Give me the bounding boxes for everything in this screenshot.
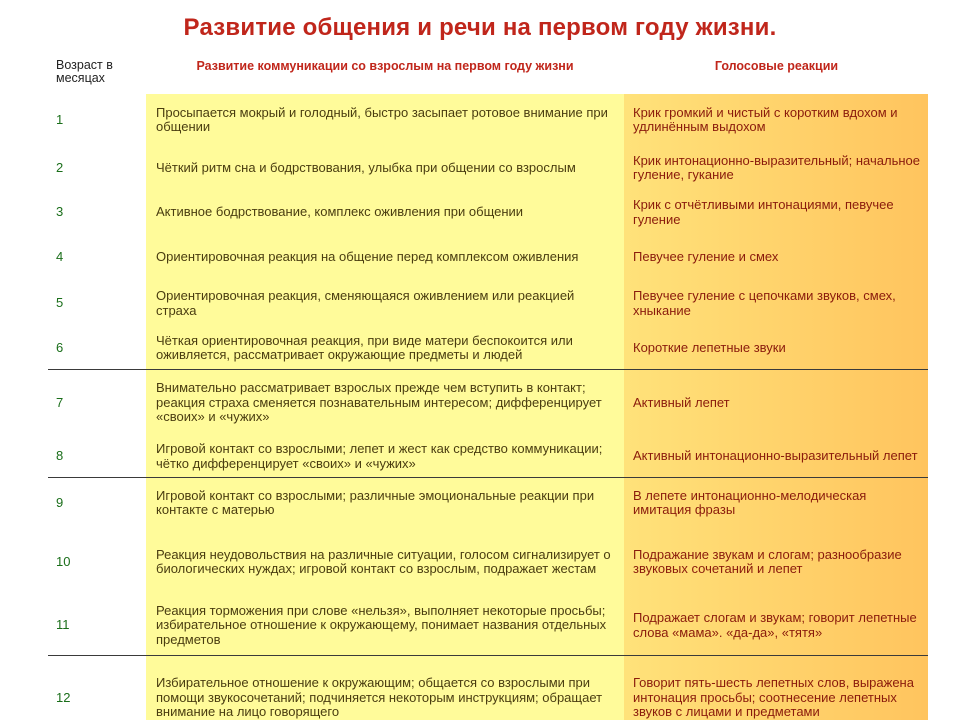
table-row [48,528,928,596]
voice-cell: Подражает слогам и звукам; говорит лепетные слова «мама». «да-да», «тятя» [624,596,928,655]
voice-cell: Певучее гуление и смех [624,235,928,280]
communication-cell: Активное бодрствование, комплекс оживления при общении [146,190,624,235]
age-cell: 12 [48,656,146,720]
header-age: Возраст в месяцах [48,50,146,94]
table-row [48,235,928,280]
voice-cell: Активный интонационно-выразительный лепет [624,436,928,477]
age-cell: 5 [48,280,146,327]
communication-cell: Игровой контакт со взрослыми; лепет и жест как средство коммуникации; чётко дифференцирует «своих» и «чужих» [146,436,624,477]
table-row [48,146,928,190]
age-cell: 1 [48,94,146,146]
voice-cell: Крик с отчётливыми интонациями, певучее гуление [624,190,928,235]
table-row [48,190,928,235]
voice-cell: Активный лепет [624,370,928,436]
communication-cell: Реакция торможения при слове «нельзя», выполняет некоторые просьбы; избирательное отношение к окружающему, понимает названия отдельных предметов [146,596,624,655]
age-cell: 6 [48,327,146,369]
row-divider [48,369,928,370]
age-cell: 2 [48,146,146,190]
voice-cell: Крик громкий и чистый с коротким вдохом и удлинённым выдохом [624,94,928,146]
communication-cell: Чёткий ритм сна и бодрствования, улыбка при общении со взрослым [146,146,624,190]
age-cell: 3 [48,190,146,235]
table-row [48,327,928,369]
communication-cell: Просыпается мокрый и голодный, быстро засыпает ротовое внимание при общении [146,94,624,146]
voice-cell: Короткие лепетные звуки [624,327,928,369]
age-cell: 8 [48,436,146,477]
voice-cell: В лепете интонационно-мелодическая имитация фразы [624,478,928,528]
communication-cell: Избирательное отношение к окружающим; общается со взрослыми при помощи звукосочетаний; подчиняется некоторым инструкциям; обращает внимание на лицо говорящего [146,656,624,720]
table-row [48,280,928,327]
voice-cell: Подражание звукам и слогам; разнообразие звуковых сочетаний и лепет [624,528,928,596]
table-row [48,596,928,655]
page-title: Развитие общения и речи на первом году жизни. [183,14,777,41]
communication-cell: Внимательно рассматривает взрослых прежде чем вступить в контакт; реакция страха сменяется познавательным интересом; дифференцирует «своих» и «чужих» [146,370,624,436]
voice-cell: Певучее гуление с цепочками звуков, смех, хныкание [624,280,928,327]
row-divider [48,655,928,656]
table-row [48,656,928,720]
voice-cell: Крик интонационно-выразительный; начальное гуление, гукание [624,146,928,190]
header-communication: Развитие коммуникации со взрослым на первом году жизни [146,50,624,94]
table-row [48,370,928,436]
table-row [48,436,928,477]
development-table [48,50,928,720]
age-cell: 7 [48,370,146,436]
age-cell: 10 [48,528,146,596]
age-cell: 4 [48,235,146,280]
table-row [48,94,928,146]
communication-cell: Игровой контакт со взрослыми; различные эмоциональные реакции при контакте с матерью [146,478,624,528]
communication-cell: Чёткая ориентировочная реакция, при виде матери беспокоится или оживляется, рассматривает окружающие предметы и людей [146,327,624,369]
communication-cell: Ориентировочная реакция, сменяющаяся оживлением или реакцией страха [146,280,624,327]
voice-cell: Говорит пять-шесть лепетных слов, выражена интонация просьбы; соотнесение лепетных звуков с лицами и предметами [624,656,928,720]
row-divider [48,477,928,478]
table-header-row [48,50,928,94]
communication-cell: Ориентировочная реакция на общение перед комплексом оживления [146,235,624,280]
age-cell: 9 [48,478,146,528]
header-voice: Голосовые реакции [624,50,928,94]
communication-cell: Реакция неудовольствия на различные ситуации, голосом сигнализирует о биологических нуждах; игровой контакт со взрослым, подражает жестам [146,528,624,596]
age-cell: 11 [48,596,146,655]
table-row [48,478,928,528]
